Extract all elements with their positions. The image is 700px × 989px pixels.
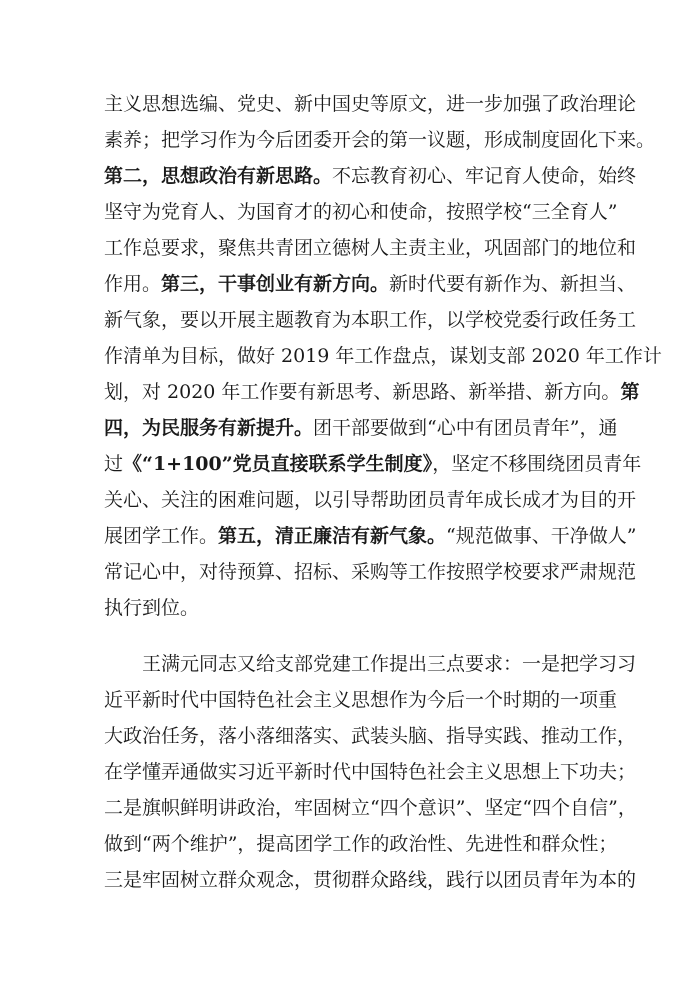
body-text: 新时代要有新作为、新担当、 <box>389 273 637 295</box>
body-text: 素养；把学习作为今后团委开会的第一议题，形成制度固化下来。 <box>104 129 656 151</box>
bold-heading-text: 第三，干事创业有新方向。 <box>161 273 390 295</box>
text-line <box>104 554 637 590</box>
document-page <box>104 86 662 898</box>
text-line <box>104 266 637 302</box>
body-text: 二是旗帜鲜明讲政治，牢固树立“四个意识”、坚定“四个自信”， <box>104 797 637 819</box>
text-line <box>104 338 662 374</box>
body-text: “规范做事、干净做人” <box>446 525 637 547</box>
body-text: 划，对 2020 年工作要有新思考、新思路、新举措、新方向。 <box>104 381 621 403</box>
body-text: ，坚定不移围绕团员青年 <box>432 453 642 475</box>
text-line <box>104 122 656 158</box>
body-text: 关心、关注的困难问题，以引导帮助团员青年成长成才为目的开 <box>104 489 637 511</box>
text-line <box>104 718 637 754</box>
text-line <box>104 826 618 862</box>
text-line <box>104 158 637 194</box>
body-text: 作清单为目标，做好 2019 年工作盘点，谋划支部 2020 年工作计 <box>104 345 662 367</box>
body-text: 主义思想选编、党史、新中国史等原文，进一步加强了政治理论 <box>104 93 637 115</box>
text-line <box>104 518 637 554</box>
text-line <box>104 374 640 410</box>
text-line <box>104 682 618 718</box>
body-text: 团干部要做到“心中有团员青年”，通 <box>313 417 618 439</box>
paragraph-work-summary <box>104 86 662 626</box>
text-line <box>104 482 637 518</box>
body-text: 不忘教育初心、牢记育人使命，始终 <box>332 165 637 187</box>
bold-heading-text: 第 <box>620 381 640 403</box>
paragraph-party-requirements <box>104 646 637 898</box>
body-text: 三是牢固树立群众观念，贯彻群众路线，践行以团员青年为本的 <box>104 869 637 891</box>
text-line <box>104 86 637 122</box>
text-line <box>104 194 618 230</box>
text-line <box>104 230 637 266</box>
body-text: 新气象，要以开展主题教育为本职工作，以学校党委行政任务工 <box>104 309 637 331</box>
text-line <box>104 446 642 482</box>
body-text: 执行到位。 <box>104 597 200 619</box>
body-text: 常记心中，对待预算、招标、采购等工作按照学校要求严肃规范 <box>104 561 637 583</box>
body-text: 王满元同志又给支部党建工作提出三点要求：一是把学习习 <box>104 653 637 675</box>
body-text: 大政治任务，落小落细落实、武装头脑、指导实践、推动工作， <box>104 725 637 747</box>
bold-heading-text: 《“1+100”党员直接联系学生制度》 <box>123 453 433 475</box>
text-line <box>104 646 637 682</box>
body-text: 近平新时代中国特色社会主义思想作为今后一个时期的一项重 <box>104 689 618 711</box>
body-text: 作用。 <box>104 273 162 295</box>
text-line <box>104 302 637 338</box>
body-text: 在学懂弄通做实习近平新时代中国特色社会主义思想上下功夫； <box>104 761 637 783</box>
body-text: 展团学工作。 <box>104 525 219 547</box>
bold-heading-text: 四，为民服务有新提升。 <box>104 417 314 439</box>
body-text: 过 <box>104 453 124 475</box>
text-line <box>104 862 637 898</box>
text-line <box>104 754 637 790</box>
body-text: 工作总要求，聚焦共青团立德树人主责主业，巩固部门的地位和 <box>104 237 637 259</box>
text-line <box>104 790 637 826</box>
text-line <box>104 590 600 626</box>
body-text: 坚守为党育人、为国育才的初心和使命，按照学校“三全育人” <box>104 201 618 223</box>
body-text: 做到“两个维护”，提高团学工作的政治性、先进性和群众性； <box>104 833 618 855</box>
paragraph-gap <box>104 626 600 646</box>
bold-heading-text: 第五，清正廉洁有新气象。 <box>218 525 447 547</box>
text-line <box>104 410 618 446</box>
bold-heading-text: 第二，思想政治有新思路。 <box>104 165 333 187</box>
